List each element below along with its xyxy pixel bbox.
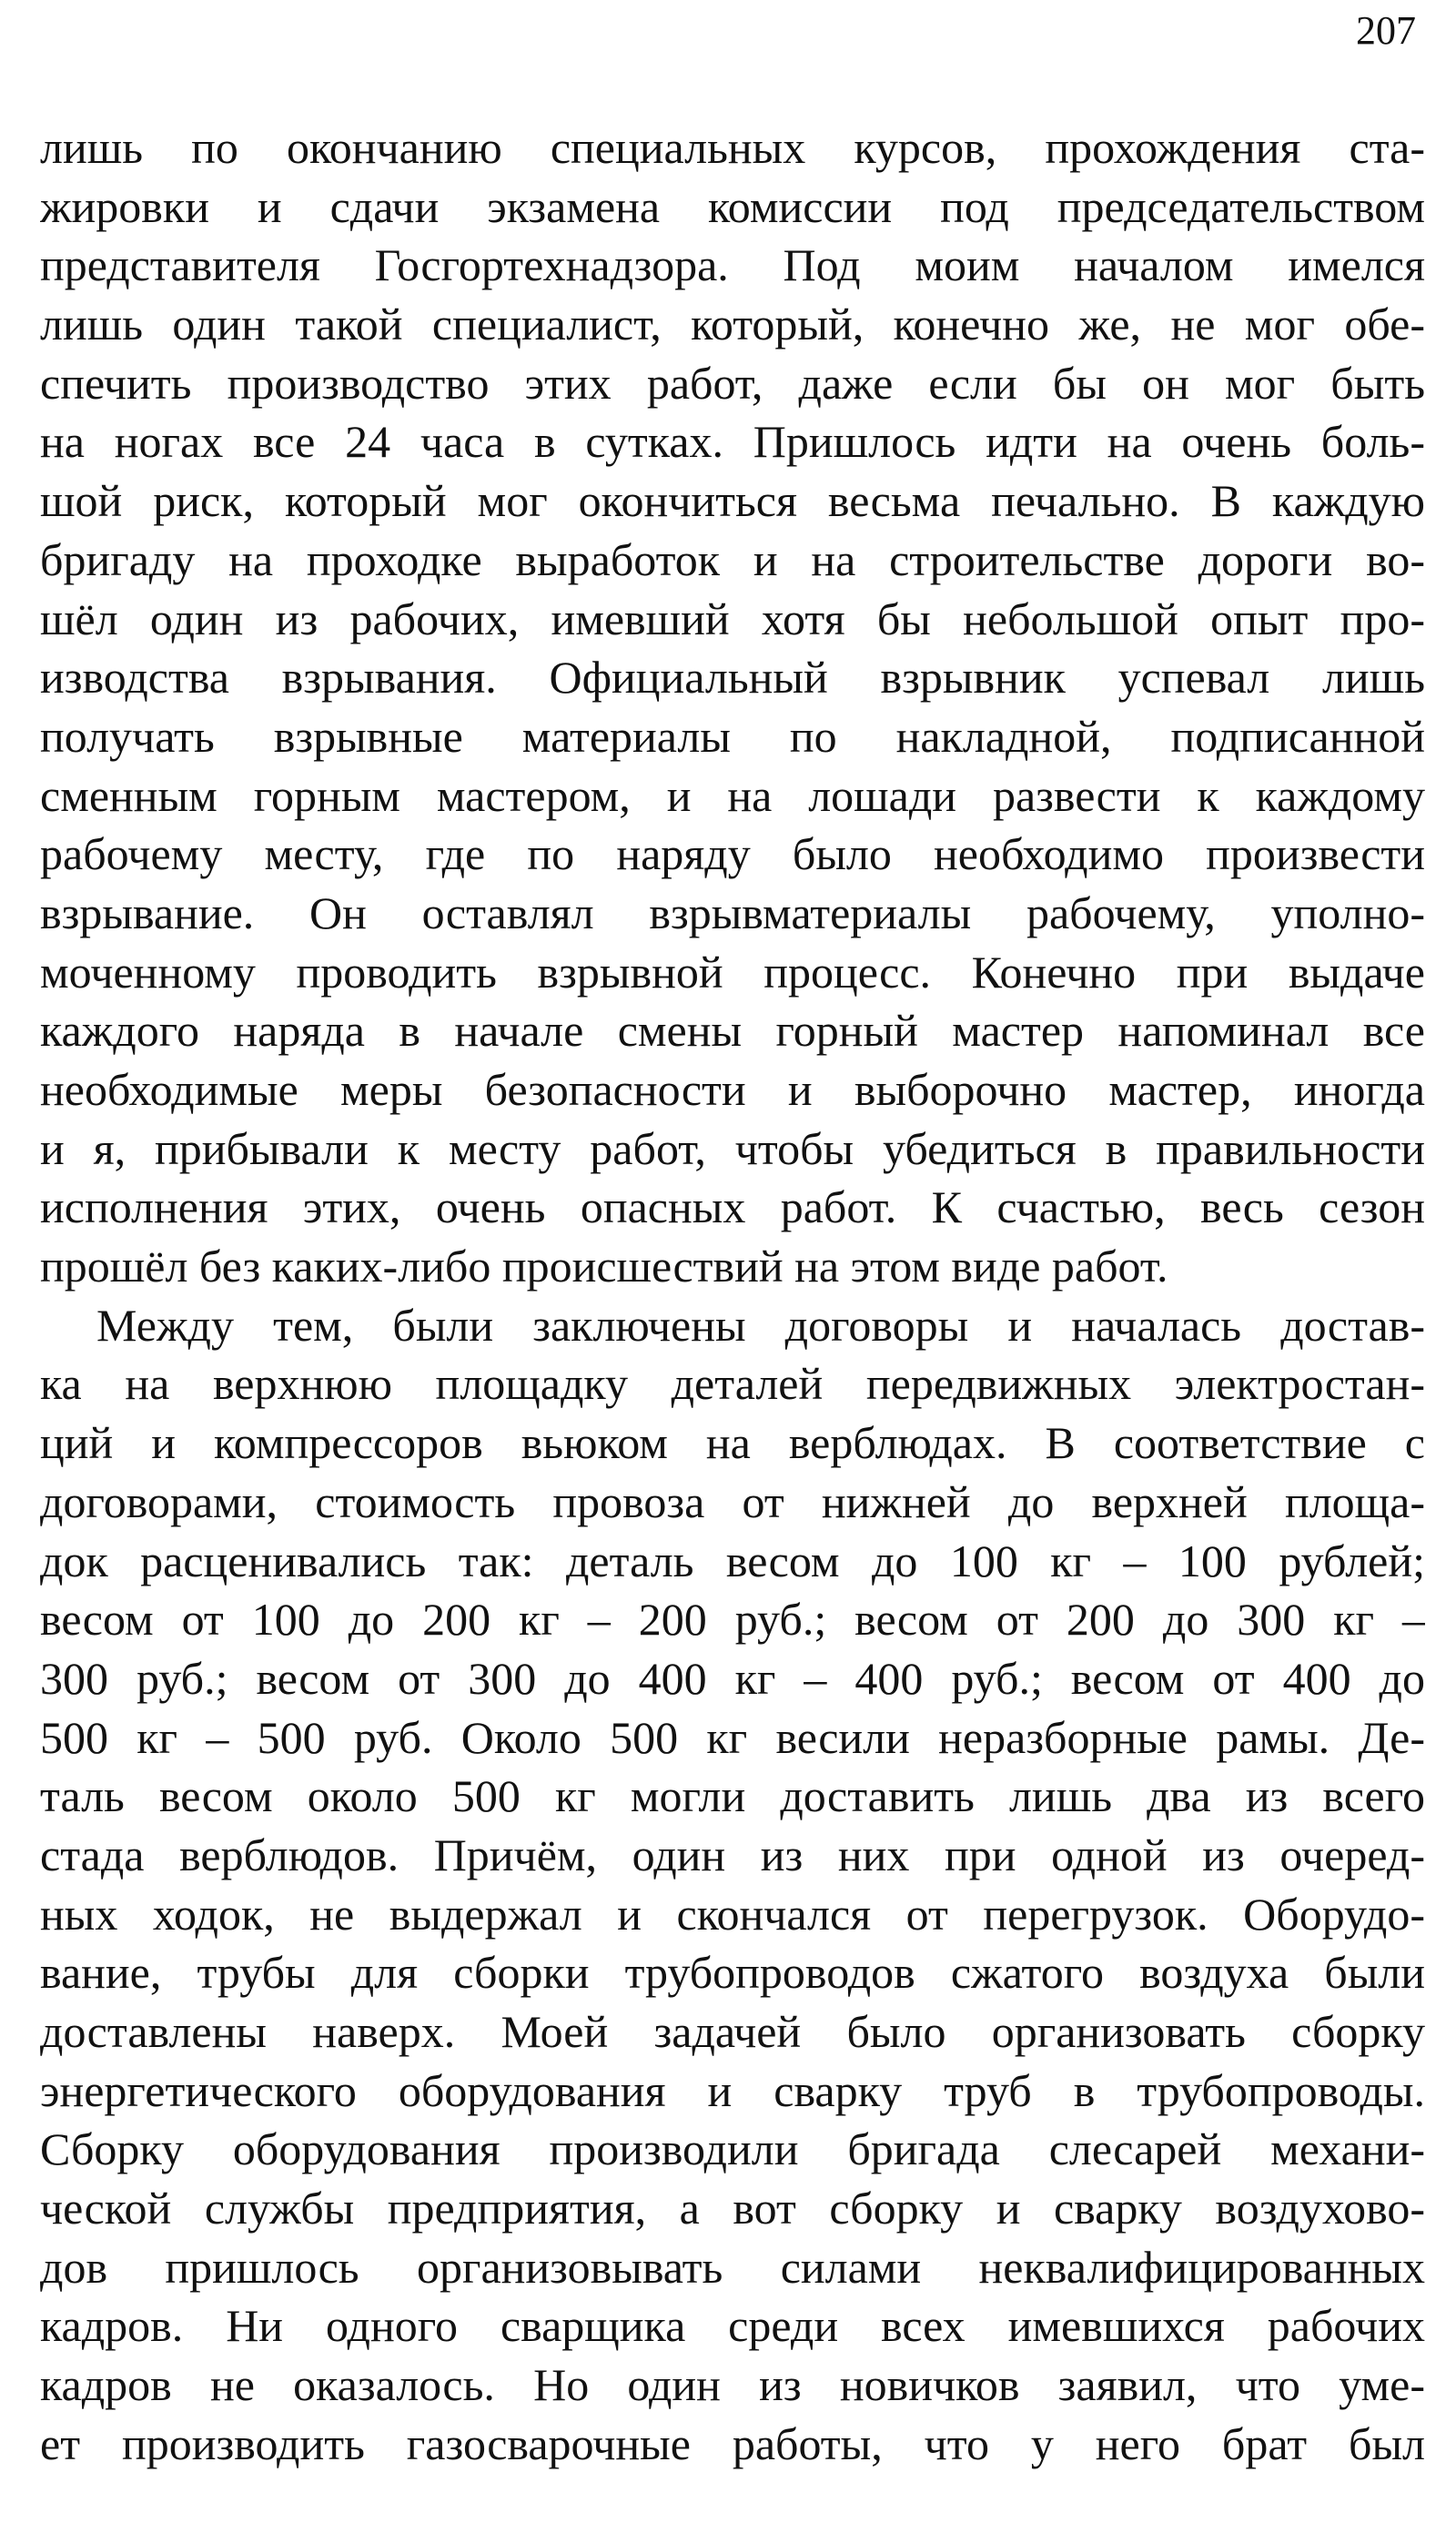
text-line: стада верблюдов. Причём, один из них при одной из очеред- <box>40 1829 1425 1880</box>
body-text <box>40 118 1425 2474</box>
text-line: весом от 100 до 200 кг – 200 руб.; весом от 200 до 300 кг – <box>40 1594 1425 1646</box>
text-line: рабочему месту, где по наряду было необходимо произвести <box>40 828 1425 880</box>
text-line: Сборку оборудования производили бригада слесарей механи- <box>40 2123 1425 2175</box>
text-line: ций и компрессоров вьюком на верблюдах. В соответствие с <box>40 1417 1425 1469</box>
text-line: сменным горным мастером, и на лошади развести к каждому <box>40 769 1425 821</box>
text-line: шёл один из рабочих, имевший хотя бы небольшой опыт про- <box>40 593 1425 644</box>
paragraph-2 <box>40 1296 1425 2474</box>
text-line: шой риск, который мог окончиться весьма печально. В каждую <box>40 475 1425 527</box>
text-line: на ногах все 24 часа в сутках. Пришлось идти на очень боль- <box>40 416 1425 468</box>
text-line: бригаду на проходке выработок и на строительстве дороги во- <box>40 533 1425 585</box>
text-line: Между тем, были заключены договоры и началась достав- <box>96 1299 1425 1351</box>
text-line: док расценивались так: деталь весом до 100 кг – 100 рублей; <box>40 1535 1425 1586</box>
text-line: доставлены наверх. Моей задачей было организовать сборку <box>40 2006 1425 2057</box>
text-line: лишь по окончанию специальных курсов, прохождения ста- <box>40 122 1425 173</box>
text-line: моченному проводить взрывной процесс. Конечно при выдаче <box>40 946 1425 998</box>
text-line: дов пришлось организовывать силами неквалифицированных <box>40 2241 1425 2293</box>
text-line: прошёл без каких-либо происшествий на этом виде работ. <box>40 1241 1168 1292</box>
text-line: 500 кг – 500 руб. Около 500 кг весили неразборные рамы. Де- <box>40 1711 1425 1763</box>
text-line: кадров. Ни одного сварщика среди всех имевшихся рабочих <box>40 2300 1425 2352</box>
text-line: необходимые меры безопасности и выборочно мастер, иногда <box>40 1064 1425 1115</box>
text-line: получать взрывные материалы по накладной, подписанной <box>40 710 1425 762</box>
paragraph-1 <box>40 118 1425 1296</box>
text-line: изводства взрывания. Официальный взрывник успевал лишь <box>40 652 1425 704</box>
page-number: 207 <box>1356 8 1416 53</box>
text-line: взрывание. Он оставлял взрывматериалы рабочему, уполно- <box>40 887 1425 938</box>
text-line: ет производить газосварочные работы, что у него брат был <box>40 2417 1425 2469</box>
text-line: исполнения этих, очень опасных работ. К счастью, весь сезон <box>40 1181 1425 1233</box>
text-line: представителя Госгортехнадзора. Под моим началом имелся <box>40 239 1425 291</box>
text-line: вание, трубы для сборки трубопроводов сжатого воздуха были <box>40 1947 1425 1999</box>
text-line: ческой службы предприятия, а вот сборку и сварку воздухово- <box>40 2183 1425 2234</box>
text-line: спечить производство этих работ, даже если бы он мог быть <box>40 357 1425 409</box>
text-line: ных ходок, не выдержал и скончался от перегрузок. Оборудо- <box>40 1888 1425 1940</box>
text-line: таль весом около 500 кг могли доставить лишь два из всего <box>40 1770 1425 1822</box>
text-line: энергетического оборудования и сварку труб в трубопроводы. <box>40 2064 1425 2116</box>
text-line: каждого наряда в начале смены горный мастер напоминал все <box>40 1005 1425 1057</box>
text-line: лишь один такой специалист, который, конечно же, не мог обе- <box>40 299 1425 350</box>
text-line: кадров не оказалось. Но один из новичков заявил, что уме- <box>40 2359 1425 2411</box>
text-line: 300 руб.; весом от 300 до 400 кг – 400 руб.; весом от 400 до <box>40 1652 1425 1704</box>
text-line: жировки и сдачи экзамена комиссии под председательством <box>40 180 1425 232</box>
text-line: ка на верхнюю площадку деталей передвижных электростан- <box>40 1358 1425 1410</box>
text-line: договорами, стоимость провоза от нижней до верхней площа- <box>40 1475 1425 1527</box>
text-line: и я, прибывали к месту работ, чтобы убедиться в правильности <box>40 1122 1425 1174</box>
